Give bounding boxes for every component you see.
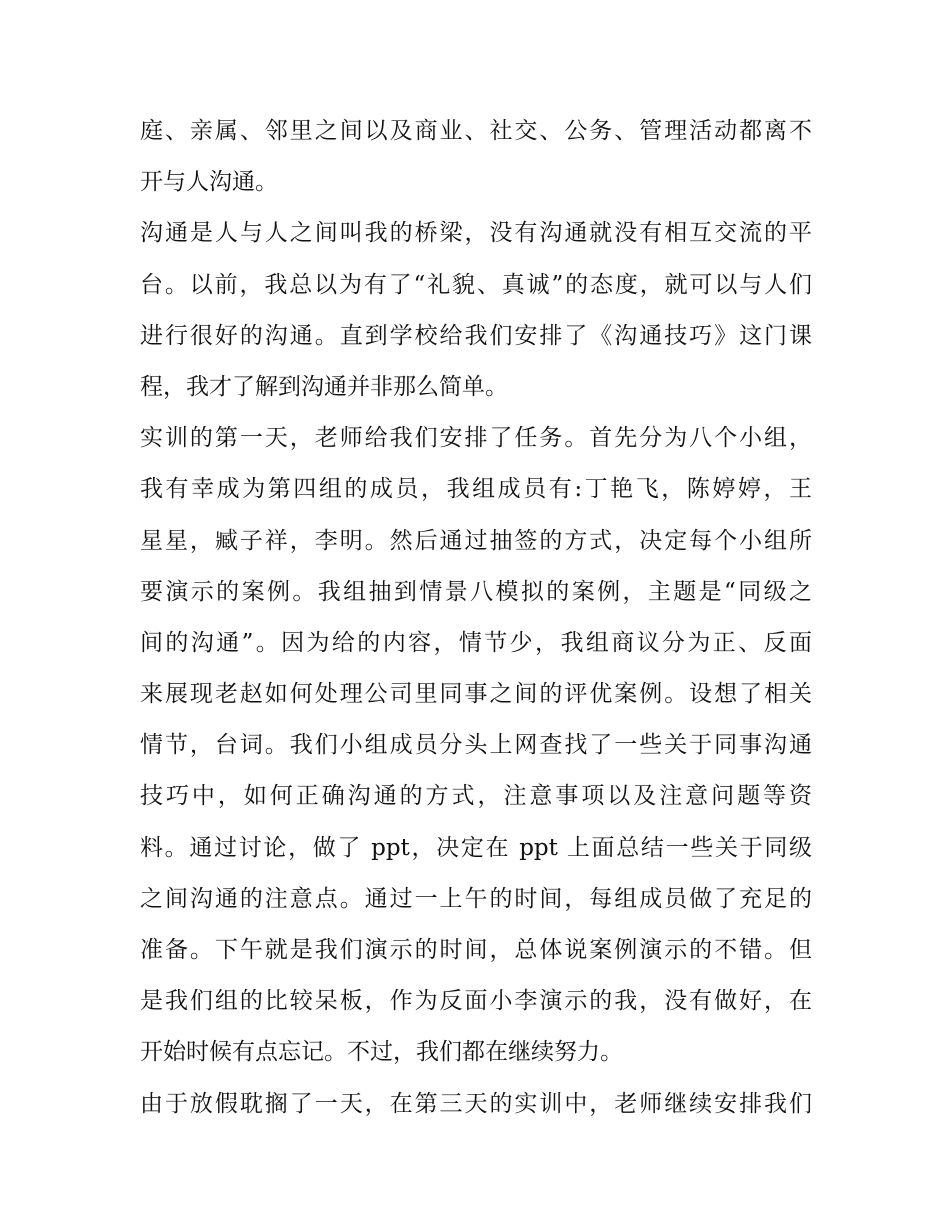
text-line: 开与人沟通。 [140, 169, 278, 196]
text-line: 要演示的案例。我组抽到情景八模拟的案例，主题是“同级之 [140, 578, 812, 605]
text-line: 台。以前，我总以为有了“礼貌、真诚”的态度，就可以与人们 [140, 271, 812, 298]
text-line: 之间沟通的注意点。通过一上午的时间，每组成员做了充足的 [140, 885, 812, 912]
text-line: 间的沟通”。因为给的内容，情节少，我组商议分为正、反面 [140, 629, 812, 656]
text-line: 开始时候有点忘记。不过，我们都在继续努力。 [140, 1039, 623, 1066]
text-line: 是我们组的比较呆板，作为反面小李演示的我，没有做好，在 [140, 988, 812, 1015]
text-line: 情节，台词。我们小组成员分头上网查找了一些关于同事沟通 [140, 732, 812, 759]
text-line: 技巧中，如何正确沟通的方式，注意事项以及注意问题等资 [140, 783, 812, 810]
text-line: 沟通是人与人之间叫我的桥梁，没有沟通就没有相互交流的平 [140, 220, 812, 247]
text-line: 进行很好的沟通。直到学校给我们安排了《沟通技巧》这门课 [140, 322, 812, 349]
body-text [140, 106, 812, 1130]
text-line: 庭、亲属、邻里之间以及商业、社交、公务、管理活动都离不 [140, 118, 812, 144]
text-line: 实训的第一天，老师给我们安排了任务。首先分为八个小组， [140, 425, 812, 452]
text-line: 由于放假耽搁了一天，在第三天的实训中，老师继续安排我们 [140, 1090, 812, 1117]
text-line: 星星，臧子祥，李明。然后通过抽签的方式，决定每个小组所 [140, 527, 812, 554]
text-line: 程，我才了解到沟通并非那么简单。 [140, 373, 508, 400]
text-line: 来展现老赵如何处理公司里同事之间的评优案例。设想了相关 [140, 681, 812, 708]
text-line: 料。通过讨论，做了 ppt，决定在 ppt 上面总结一些关于同级 [140, 834, 812, 861]
text-line: 我有幸成为第四组的成员，我组成员有:丁艳飞，陈婷婷，王 [140, 476, 812, 503]
text-line: 准备。下午就是我们演示的时间，总体说案例演示的不错。但 [140, 937, 812, 963]
